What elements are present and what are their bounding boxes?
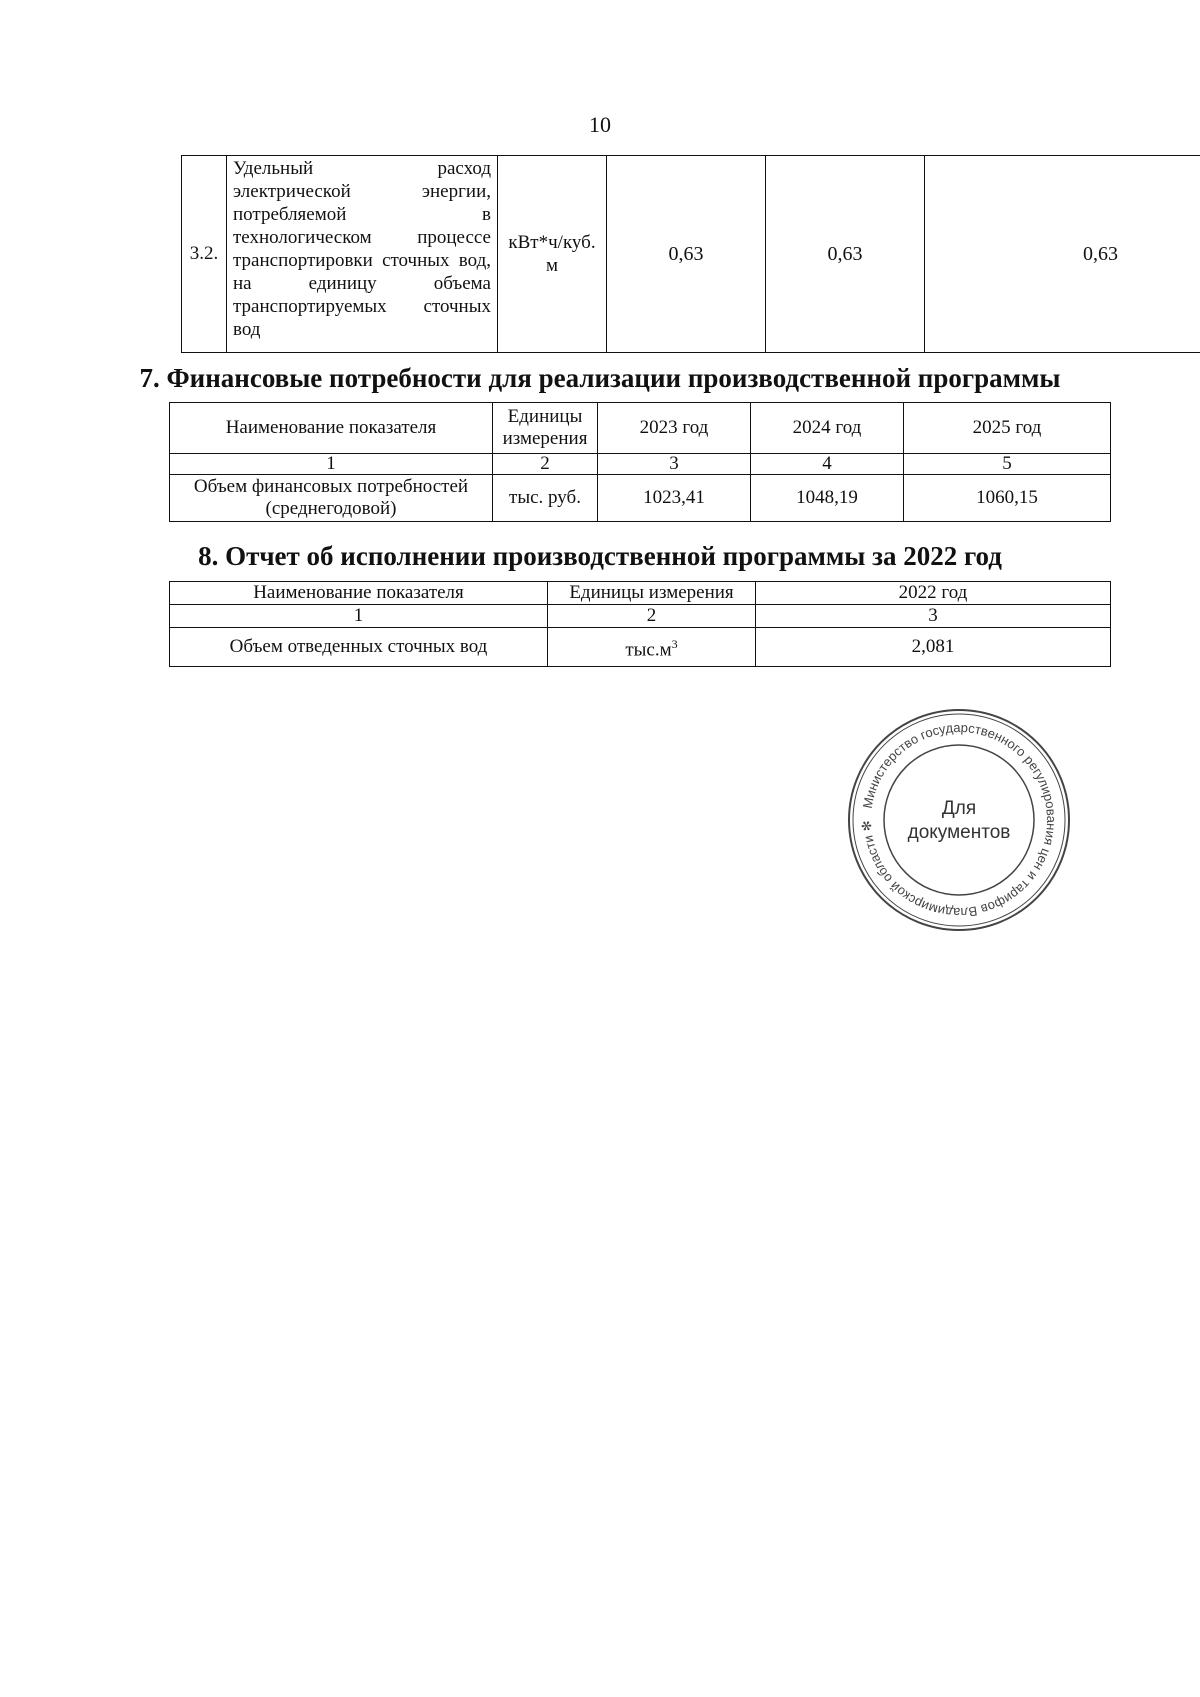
indicator-name: Объем отведенных сточных вод <box>170 628 548 667</box>
value-cell: 1048,19 <box>751 475 904 522</box>
value-cell: 1023,41 <box>598 475 751 522</box>
row-description: Удельный расход электрической энергии, потребляемой в технологическом процессе транспортировки сточных вод, на единицу объема транспортируемых сточных вод <box>227 156 498 353</box>
stamp-center-line: Для <box>941 798 977 819</box>
column-number: 3 <box>598 454 751 475</box>
column-number: 1 <box>170 605 548 628</box>
column-number: 4 <box>751 454 904 475</box>
header-cell: Единицы измерения <box>493 403 598 454</box>
column-number-row <box>170 605 1111 628</box>
value-cell: 1060,15 <box>904 475 1111 522</box>
official-stamp <box>846 707 1072 933</box>
column-number: 2 <box>548 605 756 628</box>
value-cell: 0,63 <box>766 156 925 353</box>
header-cell: 2023 год <box>598 403 751 454</box>
stamp-ring-text: Министерство государственного регулирования цен и тарифов Владимирской области ✻ <box>858 719 1060 921</box>
financial-needs-table <box>169 402 1111 522</box>
header-cell: 2025 год <box>904 403 1111 454</box>
unit-text: тыс.м <box>625 639 672 661</box>
header-cell: 2022 год <box>756 582 1111 605</box>
unit-line: кВт*ч/куб. <box>508 232 596 253</box>
stamp-center-line: документов <box>907 822 1011 843</box>
table-header-row <box>170 582 1111 605</box>
section-7-title: 7. Финансовые потребности для реализации производственной программы <box>139 363 1061 393</box>
page-number: 10 <box>589 112 611 137</box>
indicator-table-continuation <box>181 155 1200 353</box>
indicator-unit: тыс. руб. <box>493 475 598 522</box>
table-header-row <box>170 403 1111 454</box>
header-cell: Наименование показателя <box>170 403 493 454</box>
value-cell: 2,081 <box>756 628 1111 667</box>
value-cell: 0,63 <box>607 156 766 353</box>
header-cell: Единицы измерения <box>548 582 756 605</box>
column-number: 3 <box>756 605 1111 628</box>
row-unit <box>498 156 607 353</box>
column-number: 2 <box>493 454 598 475</box>
header-cell: 2024 год <box>751 403 904 454</box>
column-number: 1 <box>170 454 493 475</box>
value-cell: 0,63 <box>925 156 1200 353</box>
indicator-unit <box>548 628 756 667</box>
table-row <box>170 475 1111 522</box>
table-row <box>170 628 1111 667</box>
unit-line: м <box>545 255 559 276</box>
row-number: 3.2. <box>182 156 227 353</box>
table-row <box>182 156 1200 353</box>
column-number-row <box>170 454 1111 475</box>
header-cell: Наименование показателя <box>170 582 548 605</box>
unit-superscript: 3 <box>671 636 678 651</box>
indicator-name: Объем финансовых потребностей (среднегодовой) <box>170 475 493 522</box>
program-report-table <box>169 581 1111 667</box>
stamp-center-text <box>846 797 1072 845</box>
column-number: 5 <box>904 454 1111 475</box>
section-8-title: 8. Отчет об исполнении производственной программы за 2022 год <box>198 541 1002 571</box>
